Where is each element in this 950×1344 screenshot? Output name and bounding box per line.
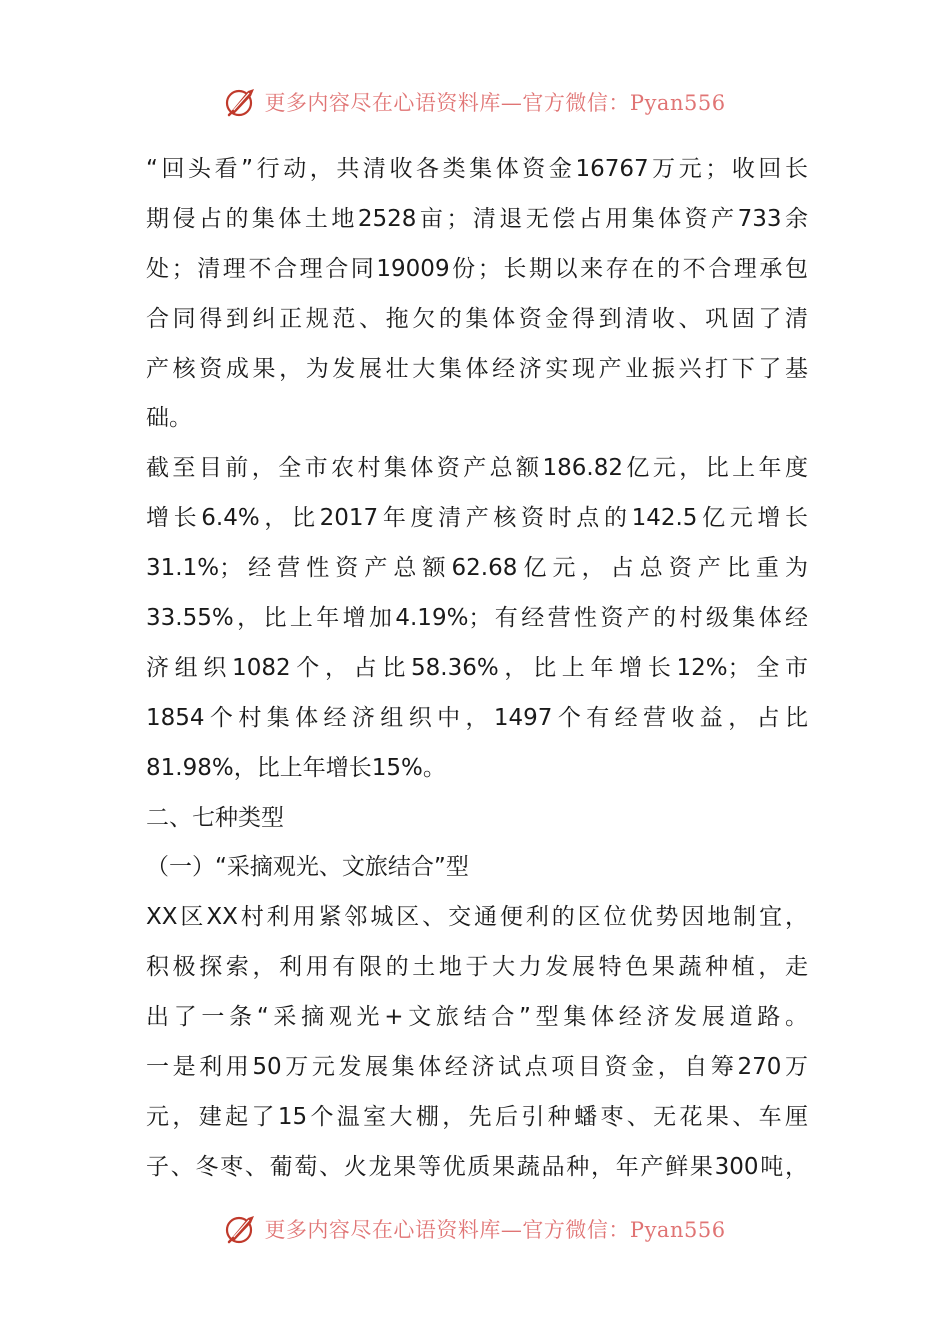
text-line: 础。: [146, 405, 192, 432]
text-line: 二、七种类型: [146, 804, 284, 831]
watermark-footer: [0, 1209, 950, 1249]
text-line: 期侵占的集体土地2528亩；清退无偿占用集体资产733余: [146, 205, 808, 232]
text-line: （一）“采摘观光、文旅结合”型: [146, 854, 469, 881]
quill-pen-circle-icon: [224, 85, 258, 119]
quill-pen-circle-icon: [224, 1212, 258, 1246]
text-line: 截至目前，全市农村集体资产总额186.82亿元，比上年度: [146, 455, 808, 482]
text-line: XX区XX村利用紧邻城区、交通便利的区位优势因地制宜，: [146, 904, 808, 931]
text-line: 济组织1082个，占比58.36%，比上年增长12%；全市: [146, 654, 808, 681]
text-line: 出了一条“采摘观光+文旅结合”型集体经济发展道路。: [146, 1004, 808, 1031]
text-line: 31.1%；经营性资产总额62.68亿元，占总资产比重为: [146, 555, 808, 582]
text-line: 81.98%，比上年增长15%。: [146, 754, 446, 781]
watermark-text: 更多内容尽在心语资料库—官方微信：Pyan556: [264, 91, 726, 115]
watermark-header: [0, 82, 950, 122]
text-line: 33.55%，比上年增加4.19%；有经营性资产的村级集体经: [146, 605, 808, 632]
text-line: 处；清理不合理合同19009份；长期以来存在的不合理承包: [146, 255, 808, 282]
text-line: 1854个村集体经济组织中，1497个有经营收益，占比: [146, 704, 808, 731]
watermark-text: 更多内容尽在心语资料库—官方微信：Pyan556: [264, 1218, 726, 1242]
text-line: 一是利用50万元发展集体经济试点项目资金，自筹270万: [146, 1054, 808, 1081]
text-line: 积极探索，利用有限的土地于大力发展特色果蔬种植，走: [146, 954, 808, 981]
text-line: 增长6.4%，比2017年度清产核资时点的142.5亿元增长: [146, 505, 808, 532]
text-line: 子、冬枣、葡萄、火龙果等优质果蔬品种，年产鲜果300吨，: [146, 1153, 808, 1180]
document-body: [146, 145, 808, 1193]
text-line: “回头看”行动，共清收各类集体资金16767万元；收回长: [146, 156, 808, 182]
text-line: 合同得到纠正规范、拖欠的集体资金得到清收、巩固了清: [146, 305, 808, 332]
text-line: 元，建起了15个温室大棚，先后引种蟠枣、无花果、车厘: [146, 1103, 808, 1130]
text-line: 产核资成果，为发展壮大集体经济实现产业振兴打下了基: [146, 355, 808, 382]
